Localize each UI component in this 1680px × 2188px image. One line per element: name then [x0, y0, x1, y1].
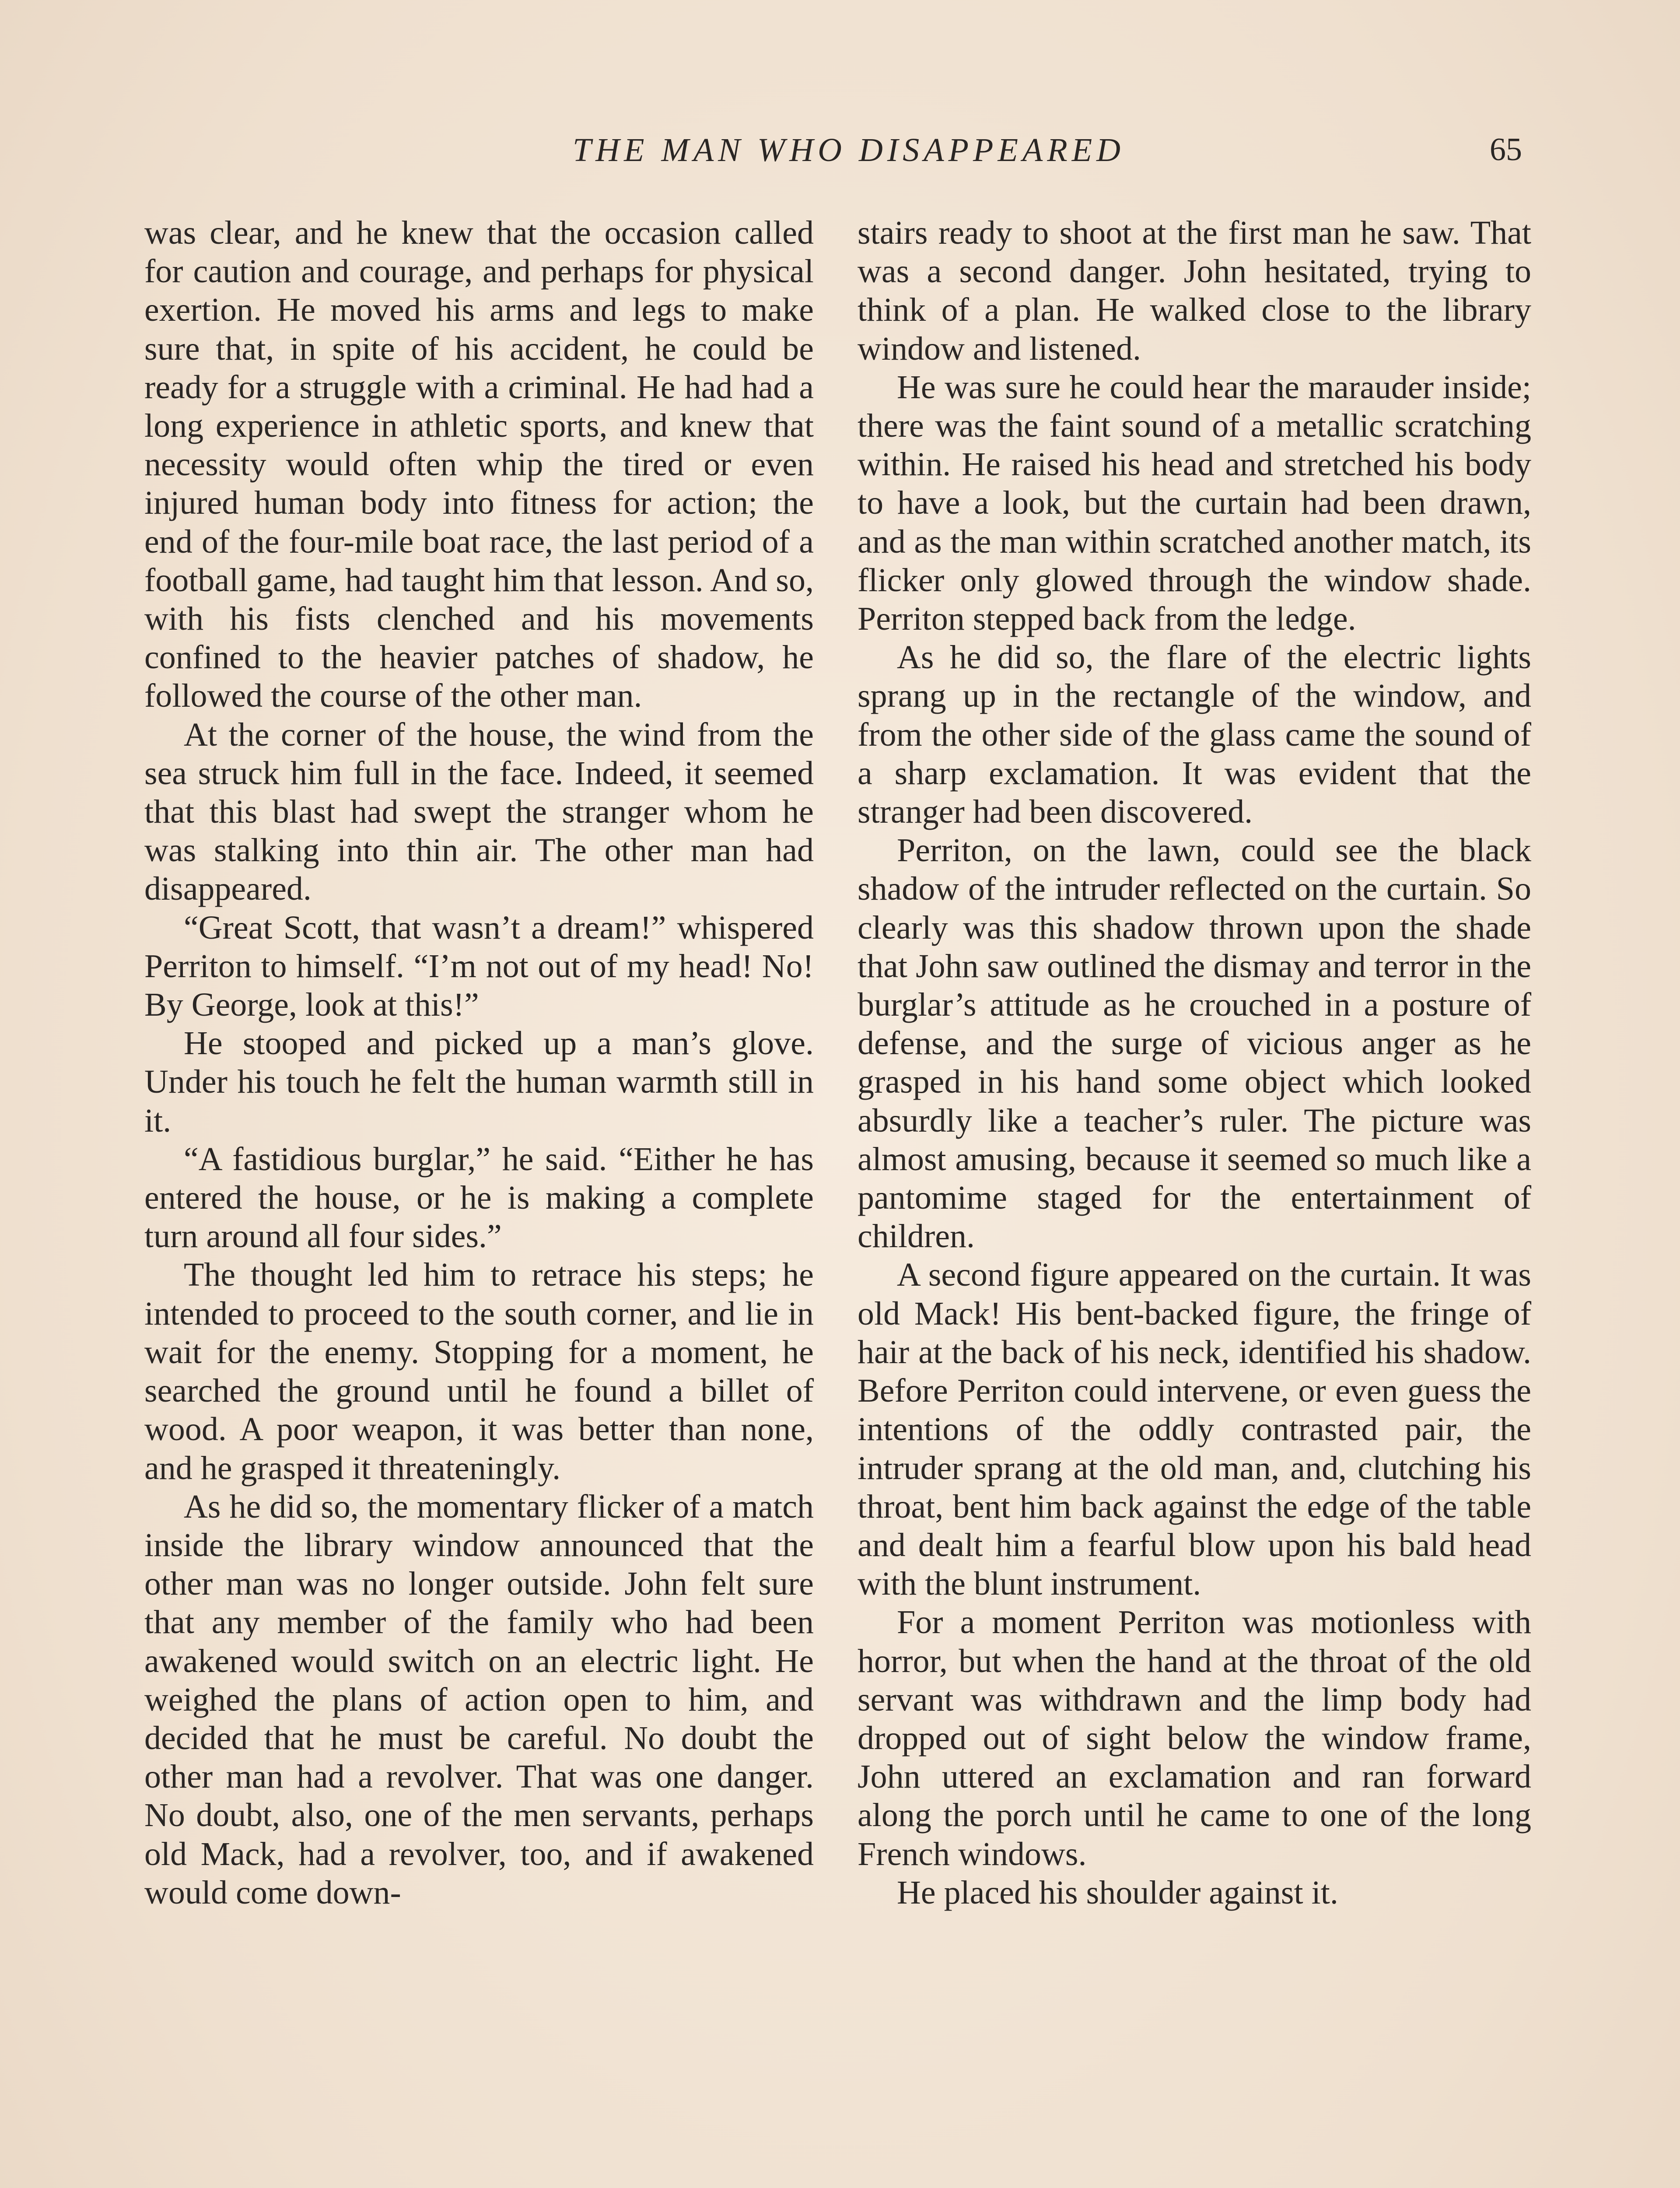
paragraph: “Great Scott, that wasn’t a dream!” whispered Perriton to himself. “I’m not out of my head! No! By George, look at this!” — [144, 909, 814, 1024]
paragraph: Perriton, on the lawn, could see the black shadow of the intruder reflected on the curtain. So clearly was this shadow thrown upon the shade that John saw outlined the dismay and terror in the burglar’s attitude as he crouched in a posture of defense, and the surge of vicious anger as he grasped in his hand some object which looked absurdly like a teacher’s ruler. The picture was almost amusing, because it seemed so much like a pantomime staged for the entertainment of children. — [858, 832, 1531, 1255]
paragraph: As he did so, the momentary flicker of a match inside the library window announced that the other man was no longer outside. John felt sure that any member of the family who had been awakened would switch on an electric light. He weighed the plans of action open to him, and decided that he must be careful. No doubt the other man had a revolver. That was one danger. No doubt, also, one of the men servants, perhaps old Mack, had a revolver, too, and if awakened would come down- — [144, 1488, 814, 1911]
paragraph: As he did so, the flare of the electric lights sprang up in the rectangle of the window, and from the other side of the glass came the sound of a sharp exclamation. It was evident that the stranger had been discovered. — [858, 639, 1531, 831]
page-number: 65 — [1490, 132, 1522, 168]
paragraph: stairs ready to shoot at the first man he saw. That was a second danger. John hesitated, trying to think of a plan. He walked close to the library window and listened. — [858, 214, 1531, 367]
left-column — [144, 214, 814, 1912]
paragraph: At the corner of the house, the wind from the sea struck him full in the face. Indeed, it seemed that this blast had swept the stranger whom he was stalking into thin air. The other man had disappeared. — [144, 716, 814, 908]
right-column — [858, 214, 1531, 1912]
paragraph: was clear, and he knew that the occasion called for caution and courage, and perhaps for physical exertion. He moved his arms and legs to make sure that, in spite of his accident, he could be ready for a struggle with a criminal. He had had a long experience in athletic sports, and knew that necessity would often whip the tired or even injured human body into fitness for action; the end of the four-mile boat race, the last period of a football game, had taught him that lesson. And so, with his fists clenched and his movements confined to the heavier patches of shadow, he followed the course of the other man. — [144, 214, 814, 715]
paragraph: “A fastidious burglar,” he said. “Either he has entered the house, or he is making a complete turn around all four sides.” — [144, 1140, 814, 1255]
paragraph: A second figure appeared on the curtain. It was old Mack! His bent-backed figure, the fringe of hair at the back of his neck, identified his shadow. Before Perriton could intervene, or even guess the intentions of the oddly contrasted pair, the intruder sprang at the old man, and, clutching his throat, bent him back against the edge of the table and dealt him a fearful blow upon his bald head with the blunt instrument. — [858, 1256, 1531, 1602]
paragraph: The thought led him to retrace his steps; he intended to proceed to the south corner, and lie in wait for the enemy. Stopping for a moment, he searched the ground until he found a billet of wood. A poor weapon, it was better than none, and he grasped it threateningly. — [144, 1256, 814, 1487]
paragraph: For a moment Perriton was motionless with horror, but when the hand at the throat of the old servant was withdrawn and the limp body had dropped out of sight below the window frame, John uttered an exclamation and ran forward along the porch until he came to one of the long French windows. — [858, 1604, 1531, 1872]
running-title: THE MAN WHO DISAPPEARED — [572, 132, 1125, 168]
paragraph: He stooped and picked up a man’s glove. Under his touch he felt the human warmth still in it. — [144, 1025, 814, 1139]
paragraph: He placed his shoulder against it. — [897, 1874, 1338, 1911]
paragraph: He was sure he could hear the marauder inside; there was the faint sound of a metallic scratching within. He raised his head and stretched his body to have a look, but the curtain had been drawn, and as the man within scratched another match, its flicker only glowed through the window shade. Perriton stepped back from the ledge. — [858, 368, 1531, 638]
